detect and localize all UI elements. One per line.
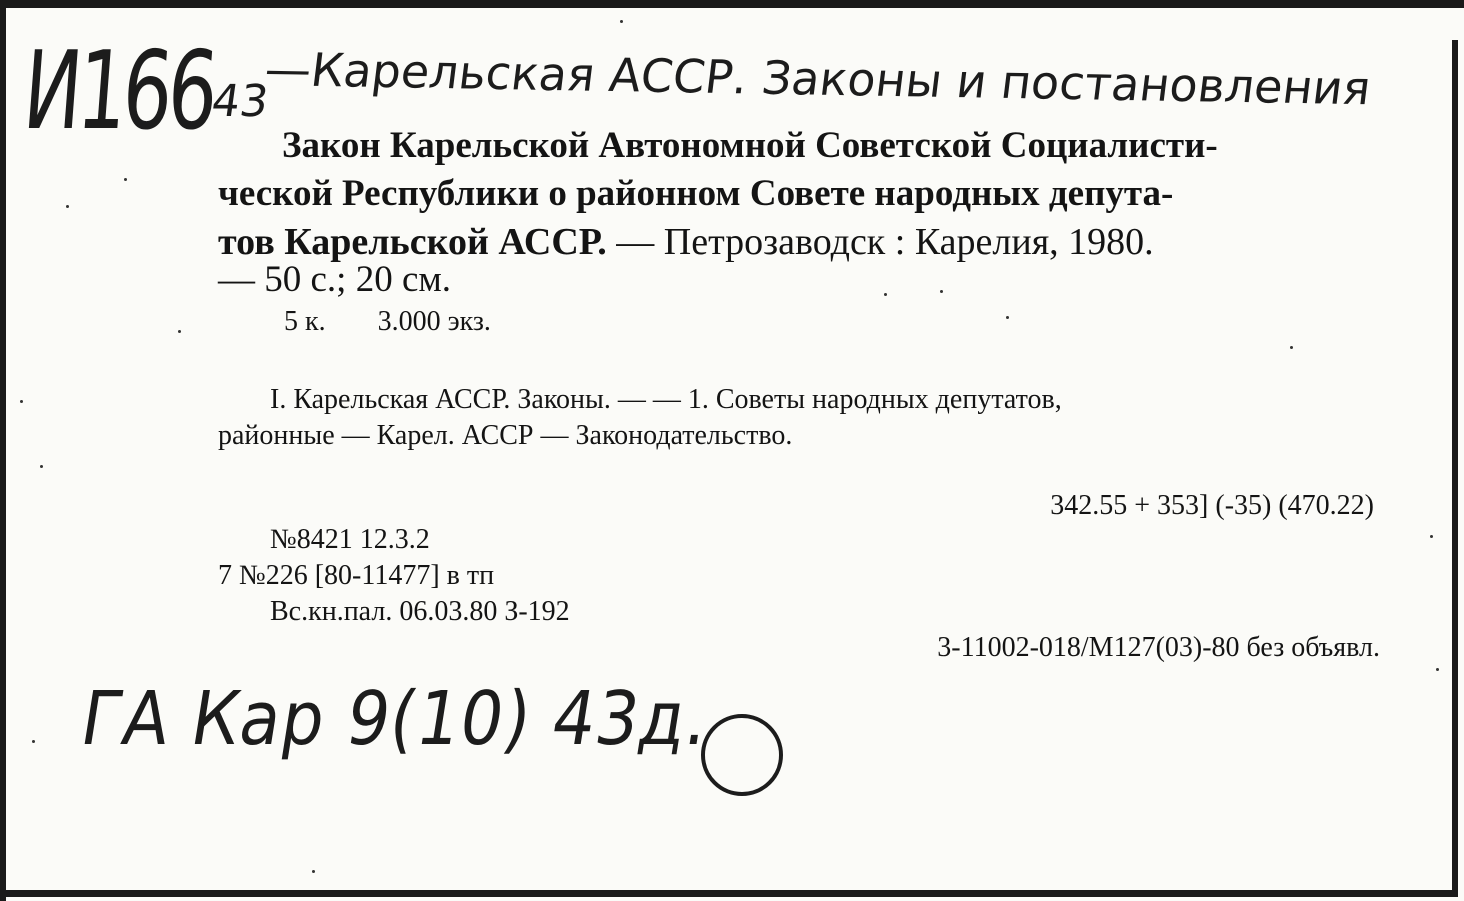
subject-line-1: I. Карельская АССР. Законы. — — 1. Советы народных депутатов, — [270, 384, 1062, 415]
classification-number: 342.55 + 353] (-35) (470.22) — [1050, 490, 1374, 521]
card-border-bottom — [0, 890, 1458, 897]
tech-line-2: 7 №226 [80-11477] в тп — [218, 560, 495, 591]
price-line — [284, 306, 491, 338]
handwritten-shelf-mark: ГА Кар 9(10) 43д. — [75, 676, 716, 762]
collation-line: — 50 с.; 20 см. — [218, 259, 452, 300]
card-border-right — [1452, 40, 1458, 893]
speck — [1290, 346, 1293, 349]
speck — [20, 400, 23, 403]
speck — [1430, 535, 1433, 538]
price: 5 к. — [284, 306, 326, 337]
title-line-3-bold: тов Карельской АССР. — [218, 221, 607, 263]
technical-notes — [218, 522, 570, 630]
title-line-2: ческой Республики о районном Совете народных депута- — [218, 173, 1174, 214]
speck — [40, 465, 43, 468]
speck — [178, 330, 181, 333]
subject-tracings — [218, 382, 1062, 454]
imprint: — Петрозаводск : Карелия, 1980. — [606, 221, 1154, 263]
speck — [312, 870, 315, 873]
card-border-top — [2, 0, 1464, 8]
bibliographic-title — [218, 122, 1378, 266]
tech-line-3: Вс.кн.пал. 06.03.80 З-192 — [270, 596, 570, 627]
circle-mark-icon — [701, 714, 783, 796]
speck — [32, 740, 35, 743]
title-line-1: Закон Карельской Автономной Советской Социалисти- — [282, 125, 1218, 166]
print-run: 3.000 экз. — [377, 306, 491, 337]
speck — [1006, 316, 1009, 319]
tech-line-1: №8421 12.3.2 — [270, 524, 430, 555]
speck — [940, 290, 943, 293]
handwritten-subject-heading: —Карельская АССР. Законы и постановления — [261, 42, 1374, 116]
subject-line-2: районные — Карел. АССР — Законодательство. — [218, 420, 793, 451]
speck — [1436, 668, 1439, 671]
speck — [884, 293, 887, 296]
speck — [66, 205, 69, 208]
handwritten-call-number: И166 — [19, 29, 218, 154]
card-border-left — [0, 0, 6, 901]
speck — [620, 20, 623, 23]
handwritten-author-mark: 43 — [208, 76, 272, 127]
publication-code-line: 3-11002-018/М127(03)-80 без объявл. — [937, 632, 1380, 663]
speck — [124, 178, 127, 181]
